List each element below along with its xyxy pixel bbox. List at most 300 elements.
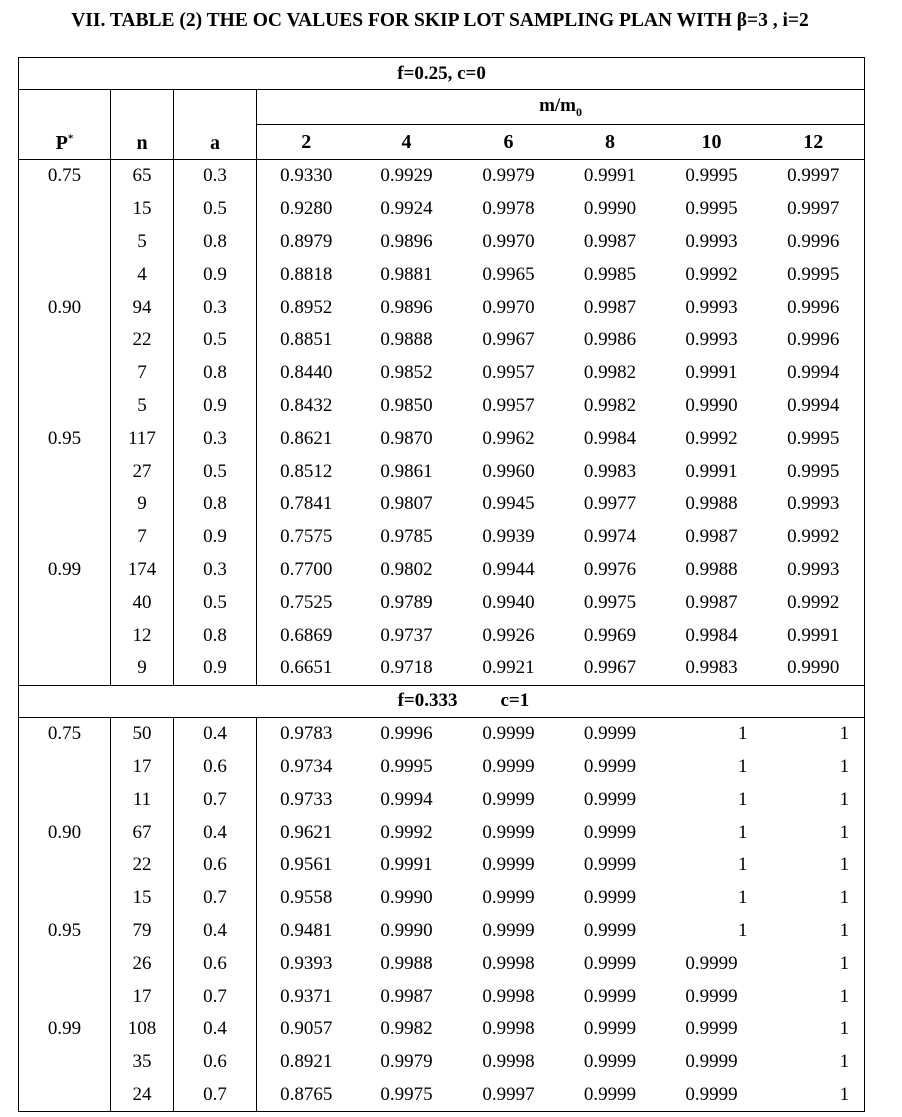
section-body-f025 [19,160,865,686]
oc-value-cell: 0.7700 [280,558,333,580]
a-cell: 0.9 [174,521,257,554]
n-cell: 27 [111,455,174,488]
n-cell: 174 [111,554,174,587]
p-star-sup: * [67,132,74,145]
oc-value-cell: 0.9561 [280,854,333,876]
oc-value-cell: 0.8765 [257,1079,356,1112]
oc-value-cell: 1 [763,915,865,948]
oc-value-cell: 0.9999 [583,788,637,810]
section-label: f=0.25, c=0 [397,62,486,84]
oc-value-cell: 0.9999 [583,985,637,1007]
a-cell: 0.4 [174,1013,257,1046]
p-star-cell: 0.95 [19,422,111,455]
oc-value-cell: 0.9995 [685,198,738,220]
oc-value-cell: 0.9993 [763,488,865,521]
p-star-cell: 0.99 [19,554,111,587]
oc-value-cell: 0.9976 [583,558,637,580]
n-cell: 5 [111,390,174,423]
oc-value-cell: 0.9999 [685,952,738,974]
p-star-cell [19,882,111,915]
n-cell: 4 [111,258,174,291]
oc-value-cell: 0.9929 [380,165,433,187]
table-row [19,488,865,521]
oc-value-cell: 0.9996 [763,324,865,357]
oc-value-cell: 0.9992 [763,521,865,554]
oc-value-cell: 0.9975 [583,591,637,613]
oc-value-cell: 0.9987 [583,296,637,318]
p-star-cell: 0.95 [19,915,111,948]
oc-value-cell: 0.9330 [280,165,333,187]
oc-value-cell: 0.9999 [583,755,637,777]
n-cell: 5 [111,226,174,259]
oc-value-cell: 0.9990 [763,652,865,685]
oc-value-cell: 0.9999 [583,887,637,909]
oc-value-cell: 0.9807 [380,493,433,515]
n-cell: 17 [111,980,174,1013]
oc-value-cell: 0.9940 [482,591,535,613]
oc-value-cell: 0.9995 [763,455,865,488]
oc-value-cell: 0.9789 [380,591,433,613]
oc-value-cell: 0.9992 [380,821,433,843]
oc-value-cell: 0.9957 [482,362,535,384]
oc-value-cell: 0.8952 [280,296,333,318]
oc-value-cell: 0.9999 [583,1018,637,1040]
oc-value-cell: 1 [738,821,748,843]
a-cell: 0.6 [174,849,257,882]
oc-value-cell: 0.9979 [380,1051,433,1073]
oc-value-cell: 0.9998 [482,985,535,1007]
oc-value-cell: 0.8818 [280,263,333,285]
oc-value-cell: 1 [738,723,748,745]
oc-value-cell: 0.9992 [763,586,865,619]
table-row [19,1013,865,1046]
oc-value-cell: 0.9987 [685,526,738,548]
a-cell: 0.6 [174,947,257,980]
table-row [19,882,865,915]
p-star-cell [19,390,111,423]
oc-value-cell: 0.8512 [280,460,333,482]
oc-value-cell: 0.9960 [482,460,535,482]
n-cell: 7 [111,357,174,390]
oc-value-cell: 0.9734 [280,755,333,777]
oc-value-cell: 0.9995 [685,165,738,187]
ratio-header: 12 [763,125,865,160]
oc-value-cell: 0.9999 [482,755,535,777]
a-cell: 0.5 [174,324,257,357]
oc-value-cell: 0.9982 [583,394,637,416]
oc-value-cell: 0.9982 [380,1018,433,1040]
oc-value-cell: 0.9995 [763,422,865,455]
a-cell: 0.6 [174,1046,257,1079]
oc-value-cell: 0.9995 [763,258,865,291]
table-row [19,422,865,455]
n-cell: 50 [111,717,174,750]
ratio-header: 8 [560,125,661,160]
oc-value-cell: 0.9995 [380,755,433,777]
oc-value-cell: 0.9998 [482,952,535,974]
oc-value-cell: 0.7525 [280,591,333,613]
oc-value-cell: 0.9945 [482,493,535,515]
n-cell: 108 [111,1013,174,1046]
oc-value-cell: 0.9718 [356,652,458,685]
oc-value-cell: 0.8432 [280,394,333,416]
oc-value-cell: 0.9999 [583,821,637,843]
oc-value-cell: 0.9967 [482,329,535,351]
n-cell: 17 [111,751,174,784]
p-star-cell [19,947,111,980]
n-cell: 9 [111,652,174,685]
a-cell: 0.7 [174,980,257,1013]
a-cell: 0.4 [174,717,257,750]
table-row [19,226,865,259]
a-cell: 0.8 [174,488,257,521]
oc-value-cell: 1 [763,882,865,915]
oc-value-cell: 0.9733 [280,788,333,810]
p-star-cell [19,619,111,652]
a-cell: 0.8 [174,226,257,259]
n-cell: 11 [111,783,174,816]
oc-value-cell: 0.9979 [482,165,535,187]
table-row [19,751,865,784]
table-row [19,849,865,882]
table-row [19,652,865,685]
oc-value-cell: 1 [738,854,748,876]
ratio-header: 2 [257,125,356,160]
oc-value-cell: 0.8621 [280,427,333,449]
oc-value-cell: 0.9990 [380,919,433,941]
oc-value-cell: 0.9924 [380,198,433,220]
oc-value-cell: 0.9967 [560,652,661,685]
a-cell: 0.7 [174,1079,257,1112]
n-cell: 26 [111,947,174,980]
p-star-cell [19,226,111,259]
oc-value-cell: 1 [763,1013,865,1046]
oc-value-cell: 0.9999 [482,788,535,810]
oc-value-cell: 0.9982 [583,362,637,384]
oc-value-cell: 0.7841 [280,493,333,515]
a-cell: 0.4 [174,816,257,849]
oc-value-cell: 0.9991 [685,460,738,482]
oc-value-cell: 0.9984 [685,624,738,646]
a-cell: 0.9 [174,258,257,291]
n-cell: 35 [111,1046,174,1079]
n-cell: 7 [111,521,174,554]
oc-value-cell: 1 [738,919,748,941]
section-body-f0333 [19,717,865,1112]
oc-value-cell: 0.9985 [583,263,637,285]
oc-value-cell: 0.9957 [482,394,535,416]
oc-value-cell: 0.9997 [458,1079,560,1112]
oc-value-cell: 0.9999 [583,1051,637,1073]
p-star-cell [19,455,111,488]
oc-value-cell: 0.7575 [280,526,333,548]
section-header-f025 [19,58,865,90]
a-cell: 0.9 [174,652,257,685]
a-cell: 0.9 [174,390,257,423]
oc-value-cell: 0.9999 [583,919,637,941]
oc-value-cell: 1 [763,1046,865,1079]
header-p-star [19,90,111,160]
oc-value-cell: 0.9991 [380,854,433,876]
table-row [19,1079,865,1112]
a-cell: 0.7 [174,783,257,816]
n-cell: 24 [111,1079,174,1112]
a-cell: 0.4 [174,915,257,948]
oc-value-cell: 1 [738,788,748,810]
oc-value-cell: 0.9986 [583,329,637,351]
n-cell: 40 [111,586,174,619]
oc-value-cell: 1 [763,751,865,784]
oc-value-cell: 0.9996 [763,291,865,324]
p-star-cell [19,258,111,291]
table-row [19,915,865,948]
oc-value-cell: 0.8921 [280,1051,333,1073]
oc-value-cell: 0.9993 [763,554,865,587]
p-star-cell [19,751,111,784]
oc-value-cell: 0.9983 [661,652,763,685]
oc-value-cell: 0.9921 [458,652,560,685]
oc-value-cell: 0.9994 [763,390,865,423]
oc-value-cell: 1 [763,1079,865,1112]
oc-value-cell: 0.9999 [685,1018,738,1040]
oc-value-cell: 0.9987 [380,985,433,1007]
p-star-cell: 0.90 [19,816,111,849]
a-cell: 0.8 [174,619,257,652]
oc-value-cell: 0.9992 [685,427,738,449]
table-row [19,455,865,488]
table-row [19,783,865,816]
p-star-cell: 0.75 [19,717,111,750]
oc-value-cell: 0.9737 [380,624,433,646]
oc-value-cell: 1 [738,887,748,909]
oc-value-cell: 0.9861 [380,460,433,482]
oc-value-cell: 0.8851 [280,329,333,351]
ratio-header: 10 [661,125,763,160]
oc-value-cell: 0.9978 [482,198,535,220]
oc-value-cell: 0.9970 [482,230,535,252]
oc-value-cell: 0.9850 [380,394,433,416]
p-star-cell [19,980,111,1013]
oc-value-cell: 0.9999 [482,723,535,745]
p-star-label: P [55,132,68,154]
oc-value-cell: 0.9999 [482,821,535,843]
table-row [19,324,865,357]
oc-value-cell: 0.9987 [583,230,637,252]
table-row [19,258,865,291]
table-row [19,357,865,390]
oc-value-cell: 1 [763,947,865,980]
p-star-cell [19,849,111,882]
a-cell: 0.7 [174,882,257,915]
header-m-over-m0 [257,90,865,125]
oc-value-cell: 0.9984 [583,427,637,449]
a-cell: 0.5 [174,193,257,226]
oc-value-cell: 0.9896 [380,230,433,252]
n-cell: 15 [111,882,174,915]
table-row [19,980,865,1013]
n-cell: 65 [111,160,174,193]
p-star-cell [19,783,111,816]
p-star-cell [19,652,111,685]
oc-value-cell: 0.9558 [280,887,333,909]
oc-value-cell: 0.9998 [482,1018,535,1040]
n-cell: 15 [111,193,174,226]
oc-value-cell: 0.9975 [356,1079,458,1112]
oc-value-cell: 0.9999 [583,952,637,974]
oc-value-cell: 0.9969 [583,624,637,646]
table-title: VII. TABLE (2) THE OC VALUES FOR SKIP LOT SAMPLING PLAN WITH β=3 , i=2 [71,10,809,31]
oc-value-cell: 0.9999 [583,854,637,876]
p-star-cell [19,193,111,226]
table-row [19,521,865,554]
oc-value-cell: 0.9999 [685,985,738,1007]
m0-subscript: 0 [576,104,583,119]
a-cell: 0.3 [174,291,257,324]
oc-value-cell: 0.9991 [583,165,637,187]
oc-value-cell: 0.9944 [482,558,535,580]
oc-value-cell: 0.9962 [482,427,535,449]
oc-value-cell: 0.9996 [380,723,433,745]
oc-value-cell: 0.8440 [280,362,333,384]
p-star-cell [19,488,111,521]
oc-value-cell: 0.9481 [280,919,333,941]
oc-value-cell: 0.9990 [685,394,738,416]
n-cell: 117 [111,422,174,455]
table-row [19,1046,865,1079]
oc-value-cell: 0.6651 [257,652,356,685]
oc-value-cell: 0.9371 [280,985,333,1007]
oc-value-cell: 0.9993 [685,230,738,252]
oc-values-table [18,57,865,1112]
oc-value-cell: 0.9999 [685,1051,738,1073]
oc-value-cell: 0.9994 [763,357,865,390]
oc-value-cell: 0.9993 [685,296,738,318]
p-star-cell [19,357,111,390]
table-row [19,619,865,652]
table-row [19,816,865,849]
oc-value-cell: 0.9280 [280,198,333,220]
header-n: n [111,90,174,160]
section-label-c: c=1 [458,685,560,717]
p-star-cell: 0.99 [19,1013,111,1046]
a-cell: 0.5 [174,586,257,619]
p-star-cell [19,1046,111,1079]
n-cell: 94 [111,291,174,324]
oc-value-cell: 0.9621 [280,821,333,843]
ratio-header: 6 [458,125,560,160]
table-row [19,717,865,750]
oc-value-cell: 0.9939 [482,526,535,548]
oc-value-cell: 1 [763,783,865,816]
oc-value-cell: 0.9896 [380,296,433,318]
oc-value-cell: 0.9996 [763,226,865,259]
oc-value-cell: 1 [738,755,748,777]
oc-value-cell: 0.8979 [280,230,333,252]
oc-value-cell: 0.9802 [380,558,433,580]
oc-value-cell: 0.9393 [280,952,333,974]
a-cell: 0.3 [174,160,257,193]
table-row [19,160,865,193]
table-row [19,193,865,226]
oc-value-cell: 0.9926 [482,624,535,646]
p-star-cell: 0.75 [19,160,111,193]
a-cell: 0.3 [174,422,257,455]
oc-value-cell: 0.6869 [280,624,333,646]
p-star-cell [19,1079,111,1112]
oc-value-cell: 0.9881 [380,263,433,285]
oc-value-cell: 1 [763,816,865,849]
oc-value-cell: 0.9991 [763,619,865,652]
p-star-cell [19,324,111,357]
header-a: a [174,90,257,160]
oc-value-cell: 0.9987 [685,591,738,613]
oc-value-cell: 0.9970 [482,296,535,318]
table-row [19,586,865,619]
p-star-cell [19,521,111,554]
p-star-cell [19,586,111,619]
n-cell: 12 [111,619,174,652]
oc-value-cell: 0.9998 [482,1051,535,1073]
table-row [19,291,865,324]
n-cell: 79 [111,915,174,948]
m-over-m0-label: m/m [539,94,577,116]
table-row [19,390,865,423]
oc-value-cell: 0.9999 [661,1079,763,1112]
oc-value-cell: 0.9993 [685,329,738,351]
oc-value-cell: 0.9988 [685,493,738,515]
oc-value-cell: 0.9852 [380,362,433,384]
section-label-f: f=0.333 [356,685,458,717]
table-row [19,554,865,587]
oc-value-cell: 0.9997 [763,160,865,193]
oc-value-cell: 0.9994 [380,788,433,810]
oc-value-cell: 1 [763,980,865,1013]
a-cell: 0.8 [174,357,257,390]
oc-value-cell: 0.9988 [685,558,738,580]
oc-value-cell: 0.9783 [280,723,333,745]
n-cell: 67 [111,816,174,849]
oc-value-cell: 0.9888 [380,329,433,351]
oc-value-cell: 0.9974 [583,526,637,548]
oc-value-cell: 0.9992 [685,263,738,285]
oc-value-cell: 1 [763,717,865,750]
oc-value-cell: 0.9991 [685,362,738,384]
n-cell: 22 [111,849,174,882]
oc-value-cell: 0.9990 [380,887,433,909]
oc-value-cell: 0.9999 [482,854,535,876]
n-cell: 22 [111,324,174,357]
oc-value-cell: 0.9057 [280,1018,333,1040]
a-cell: 0.3 [174,554,257,587]
oc-value-cell: 0.9870 [380,427,433,449]
ratio-header: 4 [356,125,458,160]
oc-value-cell: 0.9983 [583,460,637,482]
table-row [19,947,865,980]
a-cell: 0.5 [174,455,257,488]
oc-value-cell: 1 [763,849,865,882]
oc-value-cell: 0.9999 [560,1079,661,1112]
oc-value-cell: 0.9965 [482,263,535,285]
a-cell: 0.6 [174,751,257,784]
p-star-cell: 0.90 [19,291,111,324]
section-header-f0333 [19,685,865,717]
oc-value-cell: 0.9990 [583,198,637,220]
oc-value-cell: 0.9999 [482,919,535,941]
oc-value-cell: 0.9988 [380,952,433,974]
oc-value-cell: 0.9785 [380,526,433,548]
oc-value-cell: 0.9999 [583,723,637,745]
oc-value-cell: 0.9977 [583,493,637,515]
